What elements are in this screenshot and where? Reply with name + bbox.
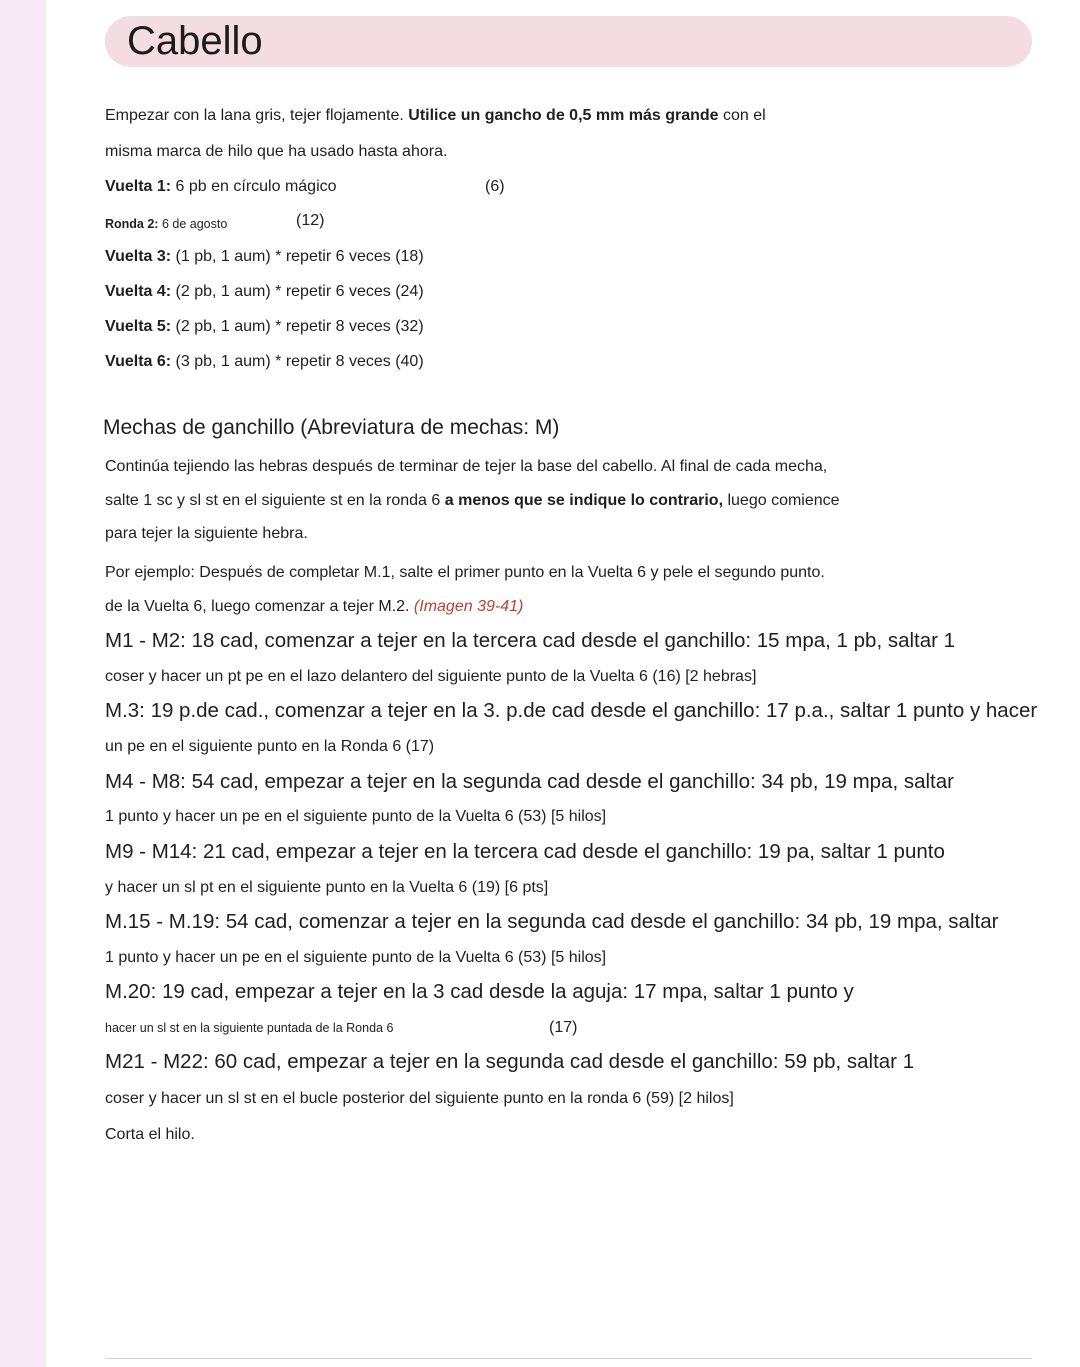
strand-main: M.3: 19 p.de cad., comenzar a tejer en la 3. p.de cad desde el ganchillo: 17 p.a., saltar 1 punto y hacer	[105, 699, 1038, 722]
strand-main: M21 - M22: 60 cad, empezar a tejer en la segunda cad desde el ganchillo: 59 pb, saltar 1	[105, 1050, 915, 1073]
strand-main: M4 - M8: 54 cad, empezar a tejer en la segunda cad desde el ganchillo: 34 pb, 19 mpa, saltar	[105, 770, 954, 793]
round-text: (3 pb, 1 aum) * repetir 8 veces (40)	[171, 353, 424, 370]
intro-line-2: misma marca de hilo que ha usado hasta ahora.	[105, 143, 448, 160]
strand-count: (17)	[549, 1019, 578, 1036]
round-text: 6 de agosto	[158, 217, 228, 231]
title-banner	[105, 16, 1032, 67]
strands-intro-emphasis: a menos que se indique lo contrario,	[444, 492, 724, 509]
strand-sub: coser y hacer un pt pe en el lazo delantero del siguiente punto de la Vuelta 6 (16) [2 hebras]	[105, 668, 757, 685]
strands-intro-line-4: Por ejemplo: Después de completar M.1, salte el primer punto en la Vuelta 6 y pele el segundo punto.	[105, 564, 825, 581]
round-1-count: (6)	[485, 178, 505, 195]
round-5	[105, 317, 424, 337]
round-label: Ronda 2:	[105, 217, 159, 231]
strands-intro-line-5	[105, 597, 523, 617]
closing-instruction: Corta el hilo.	[105, 1126, 195, 1143]
strand-main: M9 - M14: 21 cad, empezar a tejer en la tercera cad desde el ganchillo: 19 pa, saltar 1 punto	[105, 840, 945, 863]
strand-sub: coser y hacer un sl st en el bucle posterior del siguiente punto en la ronda 6 (59) [2 hilos]	[105, 1090, 734, 1107]
page-margin-strip	[0, 0, 46, 1367]
intro-line-1	[105, 106, 766, 126]
strands-intro-text: de la Vuelta 6, luego comenzar a tejer M.2.	[105, 598, 414, 615]
round-6	[105, 352, 424, 372]
round-label: Vuelta 5:	[105, 318, 172, 335]
round-text: 6 pb en círculo mágico	[171, 178, 337, 195]
round-2-count: (12)	[296, 212, 325, 229]
intro-text-end: con el	[718, 107, 766, 124]
round-label: Vuelta 4:	[105, 283, 172, 300]
strands-intro-line-3: para tejer la siguiente hebra.	[105, 525, 308, 542]
round-label: Vuelta 3:	[105, 248, 172, 265]
strand-main: M.15 - M.19: 54 cad, comenzar a tejer en la segunda cad desde el ganchillo: 34 pb, 19 mpa, saltar	[105, 910, 999, 933]
strands-intro-line-2	[105, 491, 840, 511]
strand-sub: y hacer un sl pt en el siguiente punto en la Vuelta 6 (19) [6 pts]	[105, 879, 549, 896]
round-label: Vuelta 6:	[105, 353, 172, 370]
round-2	[105, 216, 227, 232]
strand-main: M.20: 19 cad, empezar a tejer en la 3 cad desde la aguja: 17 mpa, saltar 1 punto y	[105, 980, 854, 1003]
round-text: (1 pb, 1 aum) * repetir 6 veces (18)	[171, 248, 424, 265]
footer-divider	[105, 1358, 1032, 1359]
round-3	[105, 247, 424, 267]
section-heading: Mechas de ganchillo (Abreviatura de mechas: M)	[103, 416, 560, 439]
strand-sub: un pe en el siguiente punto en la Ronda 6 (17)	[105, 738, 435, 755]
round-1	[105, 177, 337, 197]
image-reference: (Imagen 39-41)	[413, 598, 524, 615]
round-text: (2 pb, 1 aum) * repetir 8 veces (32)	[171, 318, 424, 335]
intro-text: Empezar con la lana gris, tejer flojamente.	[105, 107, 409, 124]
strand-sub: 1 punto y hacer un pe en el siguiente punto de la Vuelta 6 (53) [5 hilos]	[105, 808, 607, 825]
page-title: Cabello	[127, 19, 263, 63]
round-4	[105, 282, 424, 302]
strands-intro-text-end: luego comience	[723, 492, 840, 509]
round-label: Vuelta 1:	[105, 178, 172, 195]
strand-sub: 1 punto y hacer un pe en el siguiente punto de la Vuelta 6 (53) [5 hilos]	[105, 949, 607, 966]
round-text: (2 pb, 1 aum) * repetir 6 veces (24)	[171, 283, 424, 300]
intro-emphasis: Utilice un gancho de 0,5 mm más grande	[408, 107, 719, 124]
strand-main: M1 - M2: 18 cad, comenzar a tejer en la tercera cad desde el ganchillo: 15 mpa, 1 pb, saltar 1	[105, 629, 956, 652]
strands-intro-line-1: Continúa tejiendo las hebras después de terminar de tejer la base del cabello. Al final de cada mecha,	[105, 458, 828, 475]
strands-intro-text: salte 1 sc y sl st en el siguiente st en la ronda 6	[105, 492, 445, 509]
strand-sub: hacer un sl st en la siguiente puntada de la Ronda 6	[105, 1021, 394, 1035]
